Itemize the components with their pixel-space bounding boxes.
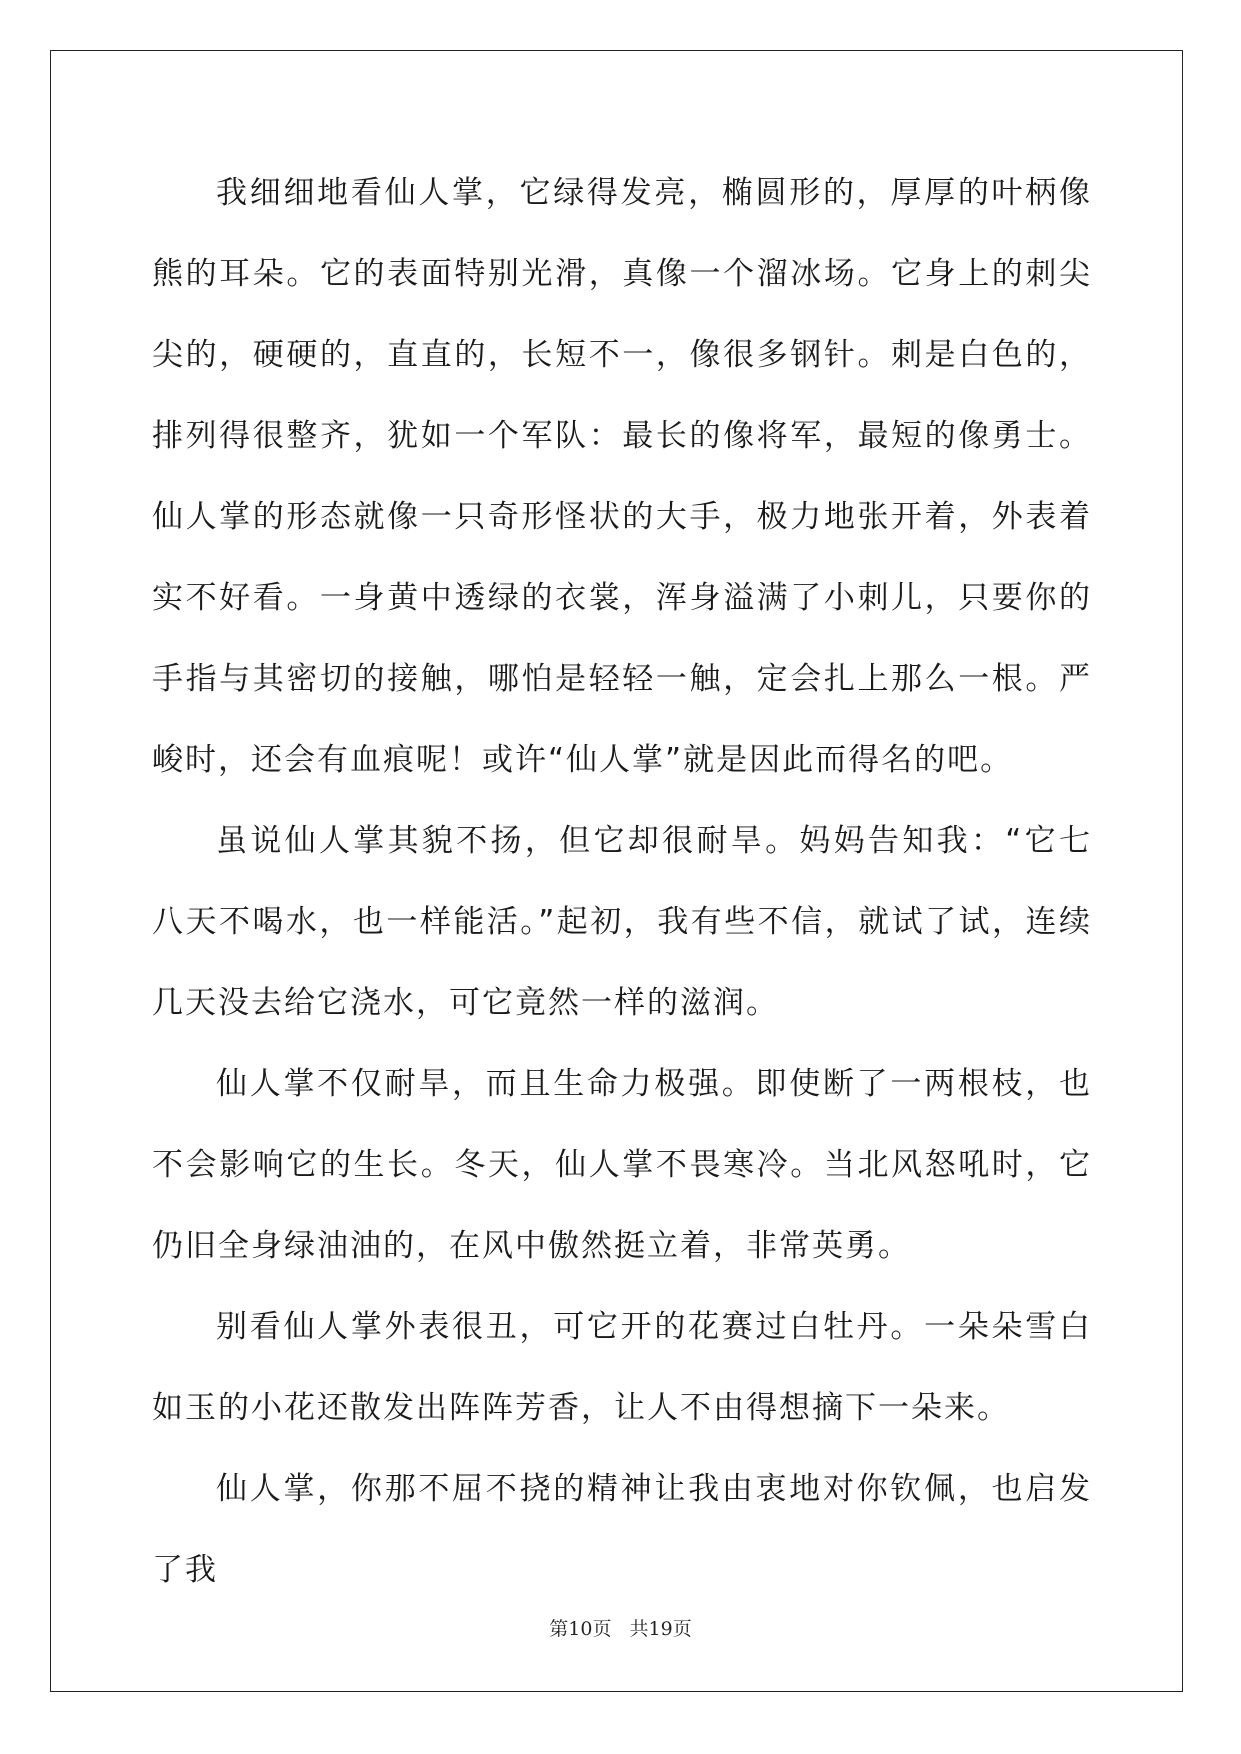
page-number-current: 第10页	[549, 1618, 612, 1640]
paragraph-1: 我细细地看仙人掌，它绿得发亮，椭圆形的，厚厚的叶柄像熊的耳朵。它的表面特别光滑，真像一个溜冰场。它身上的刺尖尖的，硬硬的，直直的，长短不一，像很多钢针。刺是白色的，排列得很整齐，犹如一个军队：最长的像将军，最短的像勇士。仙人掌的形态就像一只奇形怪状的大手，极力地张开着，外表着实不好看。一身黄中透绿的衣裳，浑身溢满了小刺儿，只要你的手指与其密切的接触，哪怕是轻轻一触，定会扎上那么一根。严峻时，还会有血痕呢！或许“仙人掌”就是因此而得名的吧。	[152, 175, 1092, 778]
page-number-total: 共19页	[629, 1618, 692, 1640]
paragraph-3: 仙人掌不仅耐旱，而且生命力极强。即使断了一两根枝，也不会影响它的生长。冬天，仙人掌不畏寒冷。当北风怒吼时，它仍旧全身绿油油的，在风中傲然挺立着，非常英勇。	[152, 1066, 1092, 1264]
paragraph-2: 虽说仙人掌其貌不扬，但它却很耐旱。妈妈告知我：“它七八天不喝水，也一样能活。”起初，我有些不信，就试了试，连续几天没去给它浇水，可它竟然一样的滋润。	[152, 823, 1092, 1021]
paragraph-4: 别看仙人掌外表很丑，可它开的花赛过白牡丹。一朵朵雪白如玉的小花还散发出阵阵芳香，让人不由得想摘下一朵来。	[152, 1309, 1092, 1426]
document-body	[152, 153, 1092, 1611]
page-footer	[0, 1614, 1241, 1641]
paragraph-5: 仙人掌，你那不屈不挠的精神让我由衷地对你钦佩，也启发了我	[152, 1471, 1092, 1588]
